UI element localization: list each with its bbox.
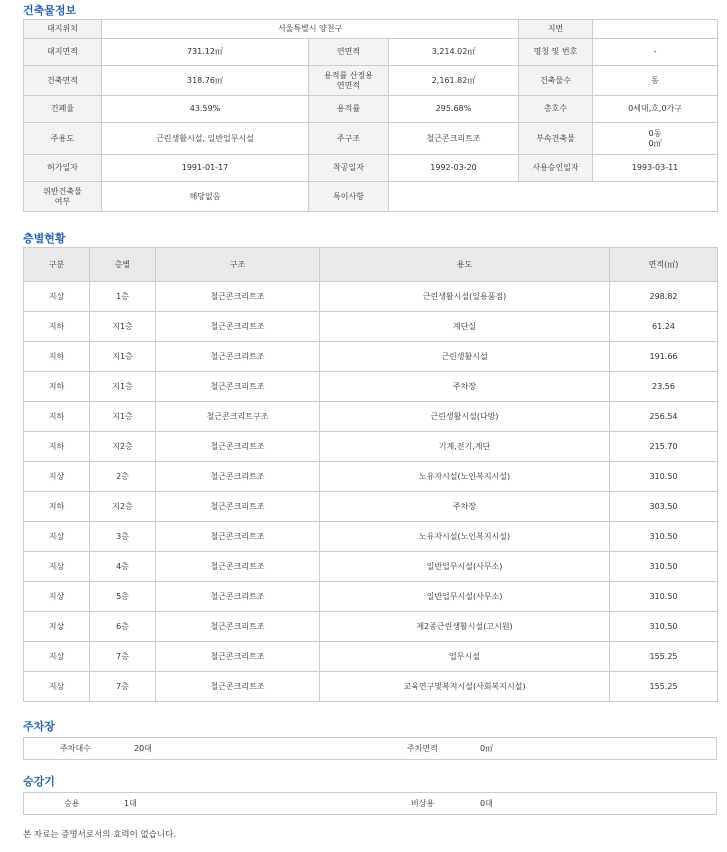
info-label: 건폐율 <box>24 96 102 123</box>
floor-level-cell: 1층 <box>90 282 156 312</box>
info-label: 위반건축물 여부 <box>24 182 102 212</box>
info-label: 용적률 <box>309 96 389 123</box>
floor-area-cell: 310.50 <box>610 552 718 582</box>
floor-structure-cell: 철근콘크리트조 <box>156 552 320 582</box>
floor-level-cell: 지2층 <box>90 492 156 522</box>
floor-area-cell: 155.25 <box>610 642 718 672</box>
floor-level-cell: 지1층 <box>90 372 156 402</box>
floor-area-cell: 215.70 <box>610 432 718 462</box>
info-value: 1991-01-17 <box>102 155 309 182</box>
floor-area-cell: 23.56 <box>610 372 718 402</box>
table-row <box>24 492 718 522</box>
info-label: 대지위치 <box>24 20 102 39</box>
floor-area-cell: 310.50 <box>610 582 718 612</box>
info-value <box>389 182 718 212</box>
info-value: 0동 0㎡ <box>593 123 718 155</box>
floor-header-row <box>24 248 718 282</box>
info-label: 특이사항 <box>309 182 389 212</box>
info-value: - <box>593 39 718 66</box>
floor-usage-cell: 교육연구및복지시설(사회복지시설) <box>320 672 610 702</box>
table-row <box>24 552 718 582</box>
floor-division-cell: 지하 <box>24 402 90 432</box>
floor-usage-cell: 기계,전기,계단 <box>320 432 610 462</box>
floor-division-cell: 지상 <box>24 462 90 492</box>
floor-area-cell: 61.24 <box>610 312 718 342</box>
info-value: 295.68% <box>389 96 519 123</box>
info-value: 서울특별시 양천구 <box>102 20 519 39</box>
floor-level-cell: 4층 <box>90 552 156 582</box>
info-value: 318.76㎡ <box>102 66 309 96</box>
floor-level-cell: 지1층 <box>90 342 156 372</box>
floor-area-cell: 155.25 <box>610 672 718 702</box>
floor-area-cell: 298.82 <box>610 282 718 312</box>
floor-structure-cell: 철근콘크리트구조 <box>156 402 320 432</box>
floor-structure-cell: 철근콘크리트조 <box>156 522 320 552</box>
column-header-division: 구분 <box>24 248 90 282</box>
column-header-usage: 용도 <box>320 248 610 282</box>
info-value: 43.59% <box>102 96 309 123</box>
table-row <box>24 642 718 672</box>
floor-division-cell: 지상 <box>24 552 90 582</box>
elevator-passenger-label: 승용 <box>64 799 80 808</box>
floor-usage-cell: 일반업무시설(사무소) <box>320 552 610 582</box>
floor-structure-cell: 철근콘크리트조 <box>156 312 320 342</box>
floor-level-cell: 5층 <box>90 582 156 612</box>
column-header-floor: 층별 <box>90 248 156 282</box>
info-value: 동 <box>593 66 718 96</box>
floor-status-table <box>23 247 718 702</box>
floor-division-cell: 지상 <box>24 282 90 312</box>
info-row <box>24 155 718 182</box>
table-row <box>24 372 718 402</box>
floor-structure-cell: 철근콘크리트조 <box>156 642 320 672</box>
floor-usage-cell: 근린생활시설(일용품점) <box>320 282 610 312</box>
floor-area-cell: 191.66 <box>610 342 718 372</box>
floor-division-cell: 지하 <box>24 312 90 342</box>
floor-division-cell: 지상 <box>24 642 90 672</box>
floor-structure-cell: 철근콘크리트조 <box>156 282 320 312</box>
floor-structure-cell: 철근콘크리트조 <box>156 462 320 492</box>
parking-box <box>23 737 717 760</box>
floor-usage-cell: 주차장 <box>320 372 610 402</box>
floor-table-body <box>24 282 718 702</box>
floor-division-cell: 지하 <box>24 432 90 462</box>
floor-usage-cell: 노유자시설(노인복지시설) <box>320 522 610 552</box>
info-value: 근린생활시설, 일반업무시설 <box>102 123 309 155</box>
info-row <box>24 66 718 96</box>
info-label: 건축물수 <box>519 66 593 96</box>
info-row <box>24 123 718 155</box>
floor-level-cell: 2층 <box>90 462 156 492</box>
elevator-passenger-value: 1대 <box>124 799 137 808</box>
column-header-area: 면적(㎡) <box>610 248 718 282</box>
floor-division-cell: 지하 <box>24 372 90 402</box>
table-row <box>24 402 718 432</box>
floor-usage-cell: 노유자시설(노인복지시설) <box>320 462 610 492</box>
parking-count-value: 20대 <box>134 744 152 753</box>
disclaimer-note: 본 자료는 증명서로서의 효력이 없습니다. <box>23 830 177 840</box>
floor-structure-cell: 철근콘크리트조 <box>156 342 320 372</box>
info-value: 3,214.02㎡ <box>389 39 519 66</box>
info-value: 2,161.82㎡ <box>389 66 519 96</box>
column-header-structure: 구조 <box>156 248 320 282</box>
floor-usage-cell: 계단실 <box>320 312 610 342</box>
info-value: 731.12㎡ <box>102 39 309 66</box>
floor-division-cell: 지상 <box>24 582 90 612</box>
floor-division-cell: 지하 <box>24 342 90 372</box>
info-row <box>24 182 718 212</box>
table-row <box>24 432 718 462</box>
floor-usage-cell: 근린생활시설 <box>320 342 610 372</box>
info-label: 연면적 <box>309 39 389 66</box>
table-row <box>24 582 718 612</box>
floor-usage-cell: 주차장 <box>320 492 610 522</box>
floor-area-cell: 310.50 <box>610 462 718 492</box>
elevator-emergency-label: 비상용 <box>411 799 435 808</box>
floor-structure-cell: 철근콘크리트조 <box>156 372 320 402</box>
info-row <box>24 96 718 123</box>
parking-area-value: 0㎡ <box>480 744 494 753</box>
floor-division-cell: 지하 <box>24 492 90 522</box>
floor-level-cell: 지1층 <box>90 312 156 342</box>
info-label: 건축면적 <box>24 66 102 96</box>
info-value: 1993-03-11 <box>593 155 718 182</box>
floor-usage-cell: 업무시설 <box>320 642 610 672</box>
table-row <box>24 612 718 642</box>
floor-structure-cell: 철근콘크리트조 <box>156 432 320 462</box>
table-row <box>24 462 718 492</box>
info-label: 명칭 및 번호 <box>519 39 593 66</box>
floor-structure-cell: 철근콘크리트조 <box>156 582 320 612</box>
floor-level-cell: 지1층 <box>90 402 156 432</box>
floor-area-cell: 310.50 <box>610 522 718 552</box>
elevator-emergency-value: 0대 <box>480 799 493 808</box>
parking-title: 주차장 <box>23 720 55 733</box>
elevator-title: 승강기 <box>23 775 55 788</box>
info-value: 철근콘크리트조 <box>389 123 519 155</box>
table-row <box>24 282 718 312</box>
info-value: 1992-03-20 <box>389 155 519 182</box>
floor-structure-cell: 철근콘크리트조 <box>156 492 320 522</box>
floor-division-cell: 지상 <box>24 522 90 552</box>
floor-area-cell: 303.50 <box>610 492 718 522</box>
info-row-location <box>24 20 718 39</box>
info-row <box>24 39 718 66</box>
floor-division-cell: 지상 <box>24 612 90 642</box>
floor-level-cell: 7층 <box>90 642 156 672</box>
floor-area-cell: 310.50 <box>610 612 718 642</box>
info-value: 0세대,호,0가구 <box>593 96 718 123</box>
floor-usage-cell: 제2종근린생활시설(고시원) <box>320 612 610 642</box>
floor-usage-cell: 근린생활시설(다방) <box>320 402 610 432</box>
info-label: 총호수 <box>519 96 593 123</box>
info-label: 용적률 산정용 연면적 <box>309 66 389 96</box>
floor-level-cell: 3층 <box>90 522 156 552</box>
table-row <box>24 342 718 372</box>
floor-status-title: 층별현황 <box>23 232 66 245</box>
info-label: 착공일자 <box>309 155 389 182</box>
elevator-box <box>23 792 717 815</box>
info-label: 부속건축물 <box>519 123 593 155</box>
floor-usage-cell: 일반업무시설(사무소) <box>320 582 610 612</box>
info-value <box>593 20 718 39</box>
floor-area-cell: 256.54 <box>610 402 718 432</box>
building-info-title: 건축물정보 <box>23 4 77 17</box>
building-info-table <box>23 19 718 212</box>
info-value: 해당없음 <box>102 182 309 212</box>
parking-area-label: 주차면적 <box>407 744 438 753</box>
parking-count-label: 주차대수 <box>60 744 91 753</box>
info-label: 지번 <box>519 20 593 39</box>
info-label: 주구조 <box>309 123 389 155</box>
table-row <box>24 312 718 342</box>
floor-level-cell: 지2층 <box>90 432 156 462</box>
table-row <box>24 522 718 552</box>
info-label: 대지면적 <box>24 39 102 66</box>
floor-division-cell: 지상 <box>24 672 90 702</box>
table-row <box>24 672 718 702</box>
floor-level-cell: 7층 <box>90 672 156 702</box>
floor-structure-cell: 철근콘크리트조 <box>156 612 320 642</box>
info-label: 주용도 <box>24 123 102 155</box>
info-label: 허가일자 <box>24 155 102 182</box>
floor-level-cell: 6층 <box>90 612 156 642</box>
floor-structure-cell: 철근콘크리트조 <box>156 672 320 702</box>
info-label: 사용승인일자 <box>519 155 593 182</box>
